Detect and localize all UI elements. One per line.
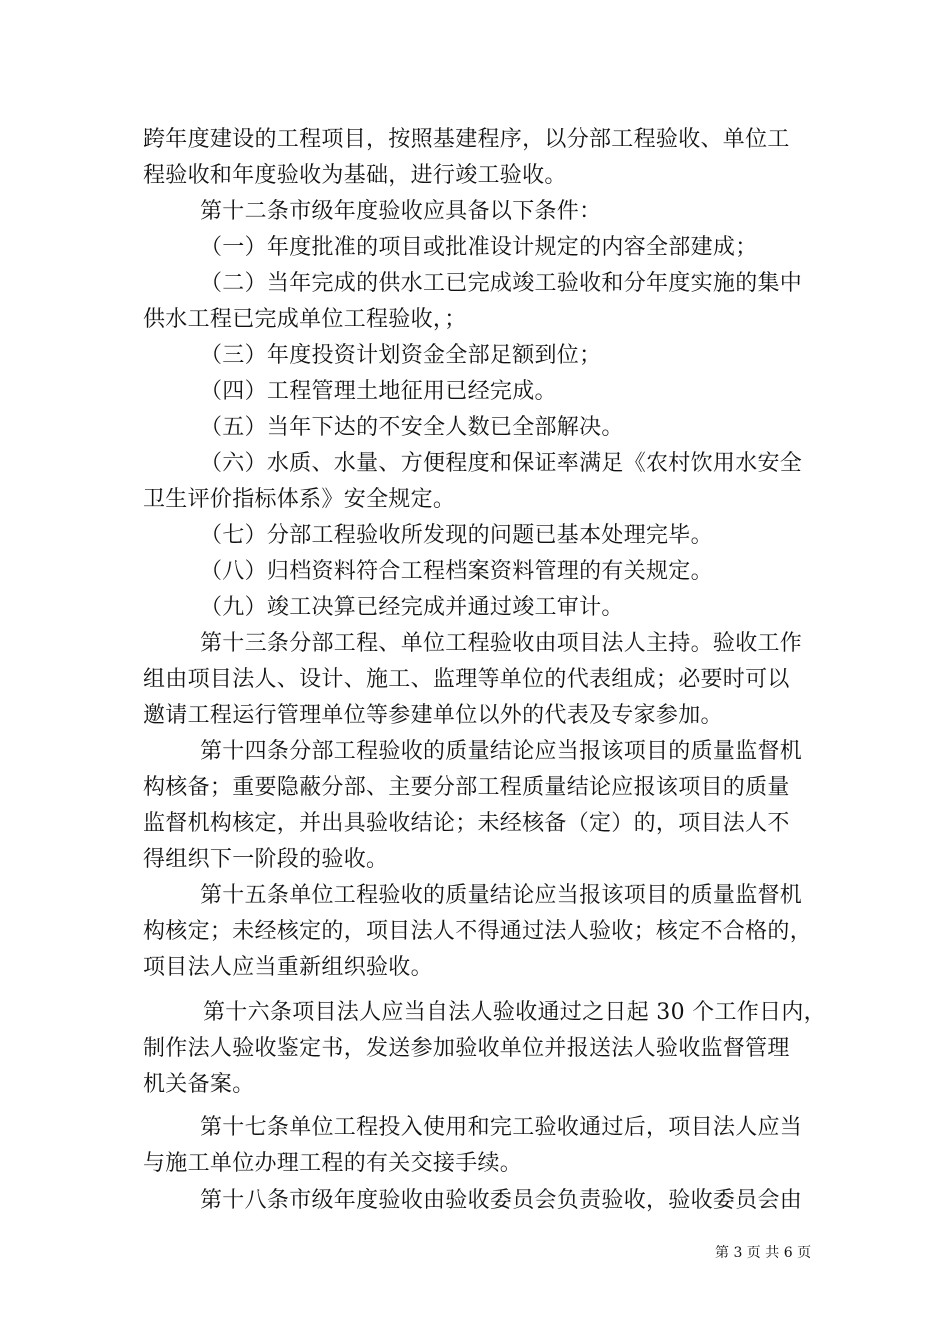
text-line: （七）分部工程验收所发现的问题已基本处理完毕。: [200, 523, 713, 548]
text-line: 构核定；未经核定的，项目法人不得通过法人验收；核定不合格的，: [143, 919, 813, 944]
text-line: 第十四条分部工程验收的质量结论应当报该项目的质量监督机: [200, 739, 803, 764]
text-line: 第十七条单位工程投入使用和完工验收通过后，项目法人应当: [200, 1115, 803, 1140]
text-line: 第十二条市级年度验收应具备以下条件：: [200, 199, 602, 224]
page-number-footer: 第 3 页 共 6 页: [715, 1245, 812, 1261]
text-line: （三）年度投资计划资金全部足额到位；: [200, 343, 602, 368]
text-line: 第十六条项目法人应当自法人验收通过之日起 30 个工作日内，: [203, 1000, 826, 1025]
text-line: 与施工单位办理工程的有关交接手续。: [143, 1151, 523, 1176]
text-line: 第十八条市级年度验收由验收委员会负责验收，验收委员会由: [200, 1188, 803, 1213]
text-line: 得组织下一阶段的验收。: [143, 847, 389, 872]
text-line: （八）归档资料符合工程档案资料管理的有关规定。: [200, 559, 713, 584]
text-line: 组由项目法人、设计、施工、监理等单位的代表组成；必要时可以: [143, 667, 790, 692]
text-line: 第十五条单位工程验收的质量结论应当报该项目的质量监督机: [200, 883, 803, 908]
text-line: 跨年度建设的工程项目，按照基建程序，以分部工程验收、单位工: [143, 127, 790, 152]
text-line: 机关备案。: [143, 1072, 255, 1097]
text-line: 程验收和年度验收为基础，进行竣工验收。: [143, 163, 567, 188]
text-line: （九）竣工决算已经完成并通过竣工审计。: [200, 595, 624, 620]
text-line: 制作法人验收鉴定书，发送参加验收单位并报送法人验收监督管理: [143, 1036, 790, 1061]
text-line: （六）水质、水量、方便程度和保证率满足《农村饮用水安全: [200, 451, 803, 476]
text-line: （一）年度批准的项目或批准设计规定的内容全部建成；: [200, 235, 758, 260]
text-line: （四）工程管理土地征用已经完成。: [200, 379, 557, 404]
text-line: 邀请工程运行管理单位等参建单位以外的代表及专家参加。: [143, 703, 723, 728]
text-line: （二）当年完成的供水工已完成竣工验收和分年度实施的集中: [200, 271, 803, 296]
text-line: 供水工程已完成单位工程验收，；: [143, 307, 467, 332]
text-line: 卫生评价指标体系》安全规定。: [143, 487, 456, 512]
text-line: 项目法人应当重新组织验收。: [143, 955, 433, 980]
text-line: （五）当年下达的不安全人数已全部解决。: [200, 415, 624, 440]
text-line: 构核备；重要隐蔽分部、主要分部工程质量结论应报该项目的质量: [143, 775, 790, 800]
text-line: 第十三条分部工程、单位工程验收由项目法人主持。验收工作: [200, 631, 803, 656]
text-line: 监督机构核定，并出具验收结论；未经核备（定）的，项目法人不: [143, 811, 790, 836]
